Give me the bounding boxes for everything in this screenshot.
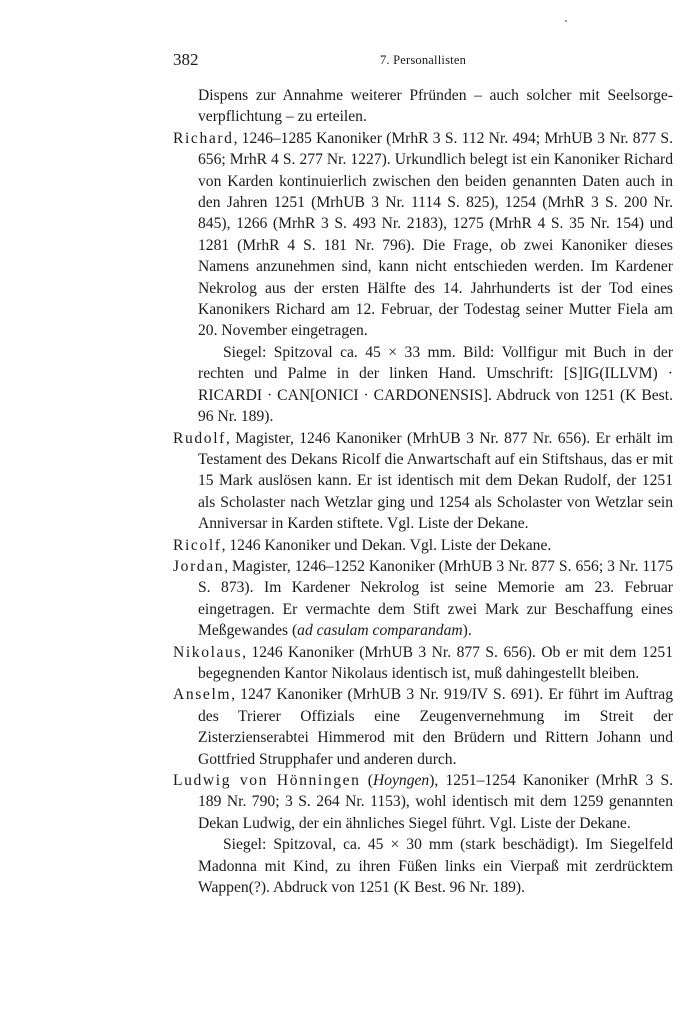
continuation-paragraph: Dispens zur Annahme weiterer Pfründen – auch solcher mit Seelsorgeverpflichtung – zu erteilen.	[198, 87, 673, 126]
entry-text: , Magister, 1246 Kanoniker (MrhUB 3 Nr. 877 Nr. 656). Er erhält im Testament des Dekans Ricolf die Anwartschaft auf ein Stiftshaus, das er mit 15 Mark auslösen kann. Er ist identisch mit dem Dekan Rudolf, der 1251 als Scholaster nach Wetzlar ging und 1254 als Scholaster von Wetzlar sein Anniversar in Karden stiftete. Vgl. Liste der Dekane.	[198, 429, 673, 533]
entry-name: Ricolf	[173, 536, 222, 554]
entry-italic-name: Hoyngen	[372, 772, 430, 789]
entry-ludwig	[173, 770, 673, 834]
entry-text: (	[360, 772, 373, 789]
entry-text: , Magister, 1246–1252 Kanoniker (MrhUB 3 Nr. 877 S. 656; 3 Nr. 1175 S. 873). Im Kardener Nekrolog ist seine Memorie am 23. Februar eingetragen. Er vermachte dem Stift zwei Mark zur Beschaffung eines Meßgewandes (	[198, 557, 673, 640]
scan-speck	[565, 20, 567, 22]
seal-description: Siegel: Spitzoval, ca. 45 × 30 mm (stark beschädigt). Im Siegelfeld Madonna mit Kind, zu ihren Füßen links ein Vierpaß mit zerdrücktem Wappen(?). Abdruck von 1251 (K Best. 96 Nr. 189).	[198, 836, 673, 897]
entry-text: , 1246 Kanoniker und Dekan. Vgl. Liste der Dekane.	[221, 536, 552, 554]
entry-rudolf	[173, 428, 673, 535]
entry-name: Richard	[173, 129, 234, 147]
entry-ricolf	[173, 535, 673, 556]
entry-italic-quote: ad casulam comparandam	[297, 622, 463, 640]
entry-richard	[173, 128, 673, 342]
entry-text: , 1246–1285 Kanoniker (MrhR 3 S. 112 Nr. 494; MrhUB 3 Nr. 877 S. 656; MrhR 4 S. 277 Nr. 1227). Urkundlich belegt ist ein Kanoniker Richard von Karden kontinuierlich zwischen den beiden genannten Daten auch in den Jahren 1251 (MrhUB 3 Nr. 1114 S. 825), 1254 (MrhR 3 S. 200 Nr. 845), 1266 (MrhR 3 S. 493 Nr. 2183), 1275 (MrhR 4 S. 35 Nr. 154) und 1281 (MrhR 4 S. 181 Nr. 796). Die Frage, ob zwei Kanoniker dieses Namens anzunehmen sind, kann nicht entschieden werden. Im Kardener Nekrolog aus der ersten Hälfte des 14. Jahrhunderts ist der Tod eines Kanonikers Richard am 12. Februar, der Todestag seiner Mutter Fiela am 20. November eingetragen.	[198, 129, 673, 340]
page-number: 382	[173, 50, 199, 69]
entry-name: Jordan	[173, 557, 225, 575]
seal-description: Siegel: Spitzoval ca. 45 × 33 mm. Bild: Vollfigur mit Buch in der rechten und Palme in der linken Hand. Umschrift: [S]IG(ILLVM) · RICARDI · CAN[ONICI · CARDONENSIS]. Abdruck von 1251 (K Best. 96 Nr. 189).	[198, 343, 673, 426]
entry-anselm	[173, 684, 673, 770]
entry-text-after: ).	[462, 622, 472, 640]
entry-name: Rudolf	[173, 429, 226, 447]
entry-text: , 1247 Kanoniker (MrhUB 3 Nr. 919/IV S. 691). Er führt im Auftrag des Trierer Offizials eine Zeugenvernehmung im Streit der Zisterzienserabtei Himmerod mit den Brüdern und Rittern Johann und Gottfried Strupphafer und anderen durch.	[198, 686, 673, 768]
entry-text: , 1246 Kanoniker (MrhUB 3 Nr. 877 S. 656). Ob er mit dem 1251 begegnenden Kantor Nikolaus identisch ist, muß dahingestellt bleiben.	[198, 643, 673, 682]
text-body	[173, 85, 673, 898]
entry-text-after: ), 1251–1254 Kanoniker (MrhR 3 S. 189 Nr. 790; 3 S. 264 Nr. 1153), wohl identisch mit dem 1259 genannten Dekan Ludwig, der ein ähnliches Siegel führt. Vgl. Liste der Dekane.	[198, 772, 674, 832]
entry-nikolaus	[173, 642, 673, 685]
entry-jordan	[173, 556, 673, 642]
entry-name: Anselm	[173, 686, 232, 704]
page-header	[173, 50, 673, 72]
entry-name: Nikolaus	[173, 643, 243, 661]
entry-name: Ludwig von Hönningen	[173, 772, 361, 789]
running-head: 7. Personallisten	[379, 53, 467, 67]
